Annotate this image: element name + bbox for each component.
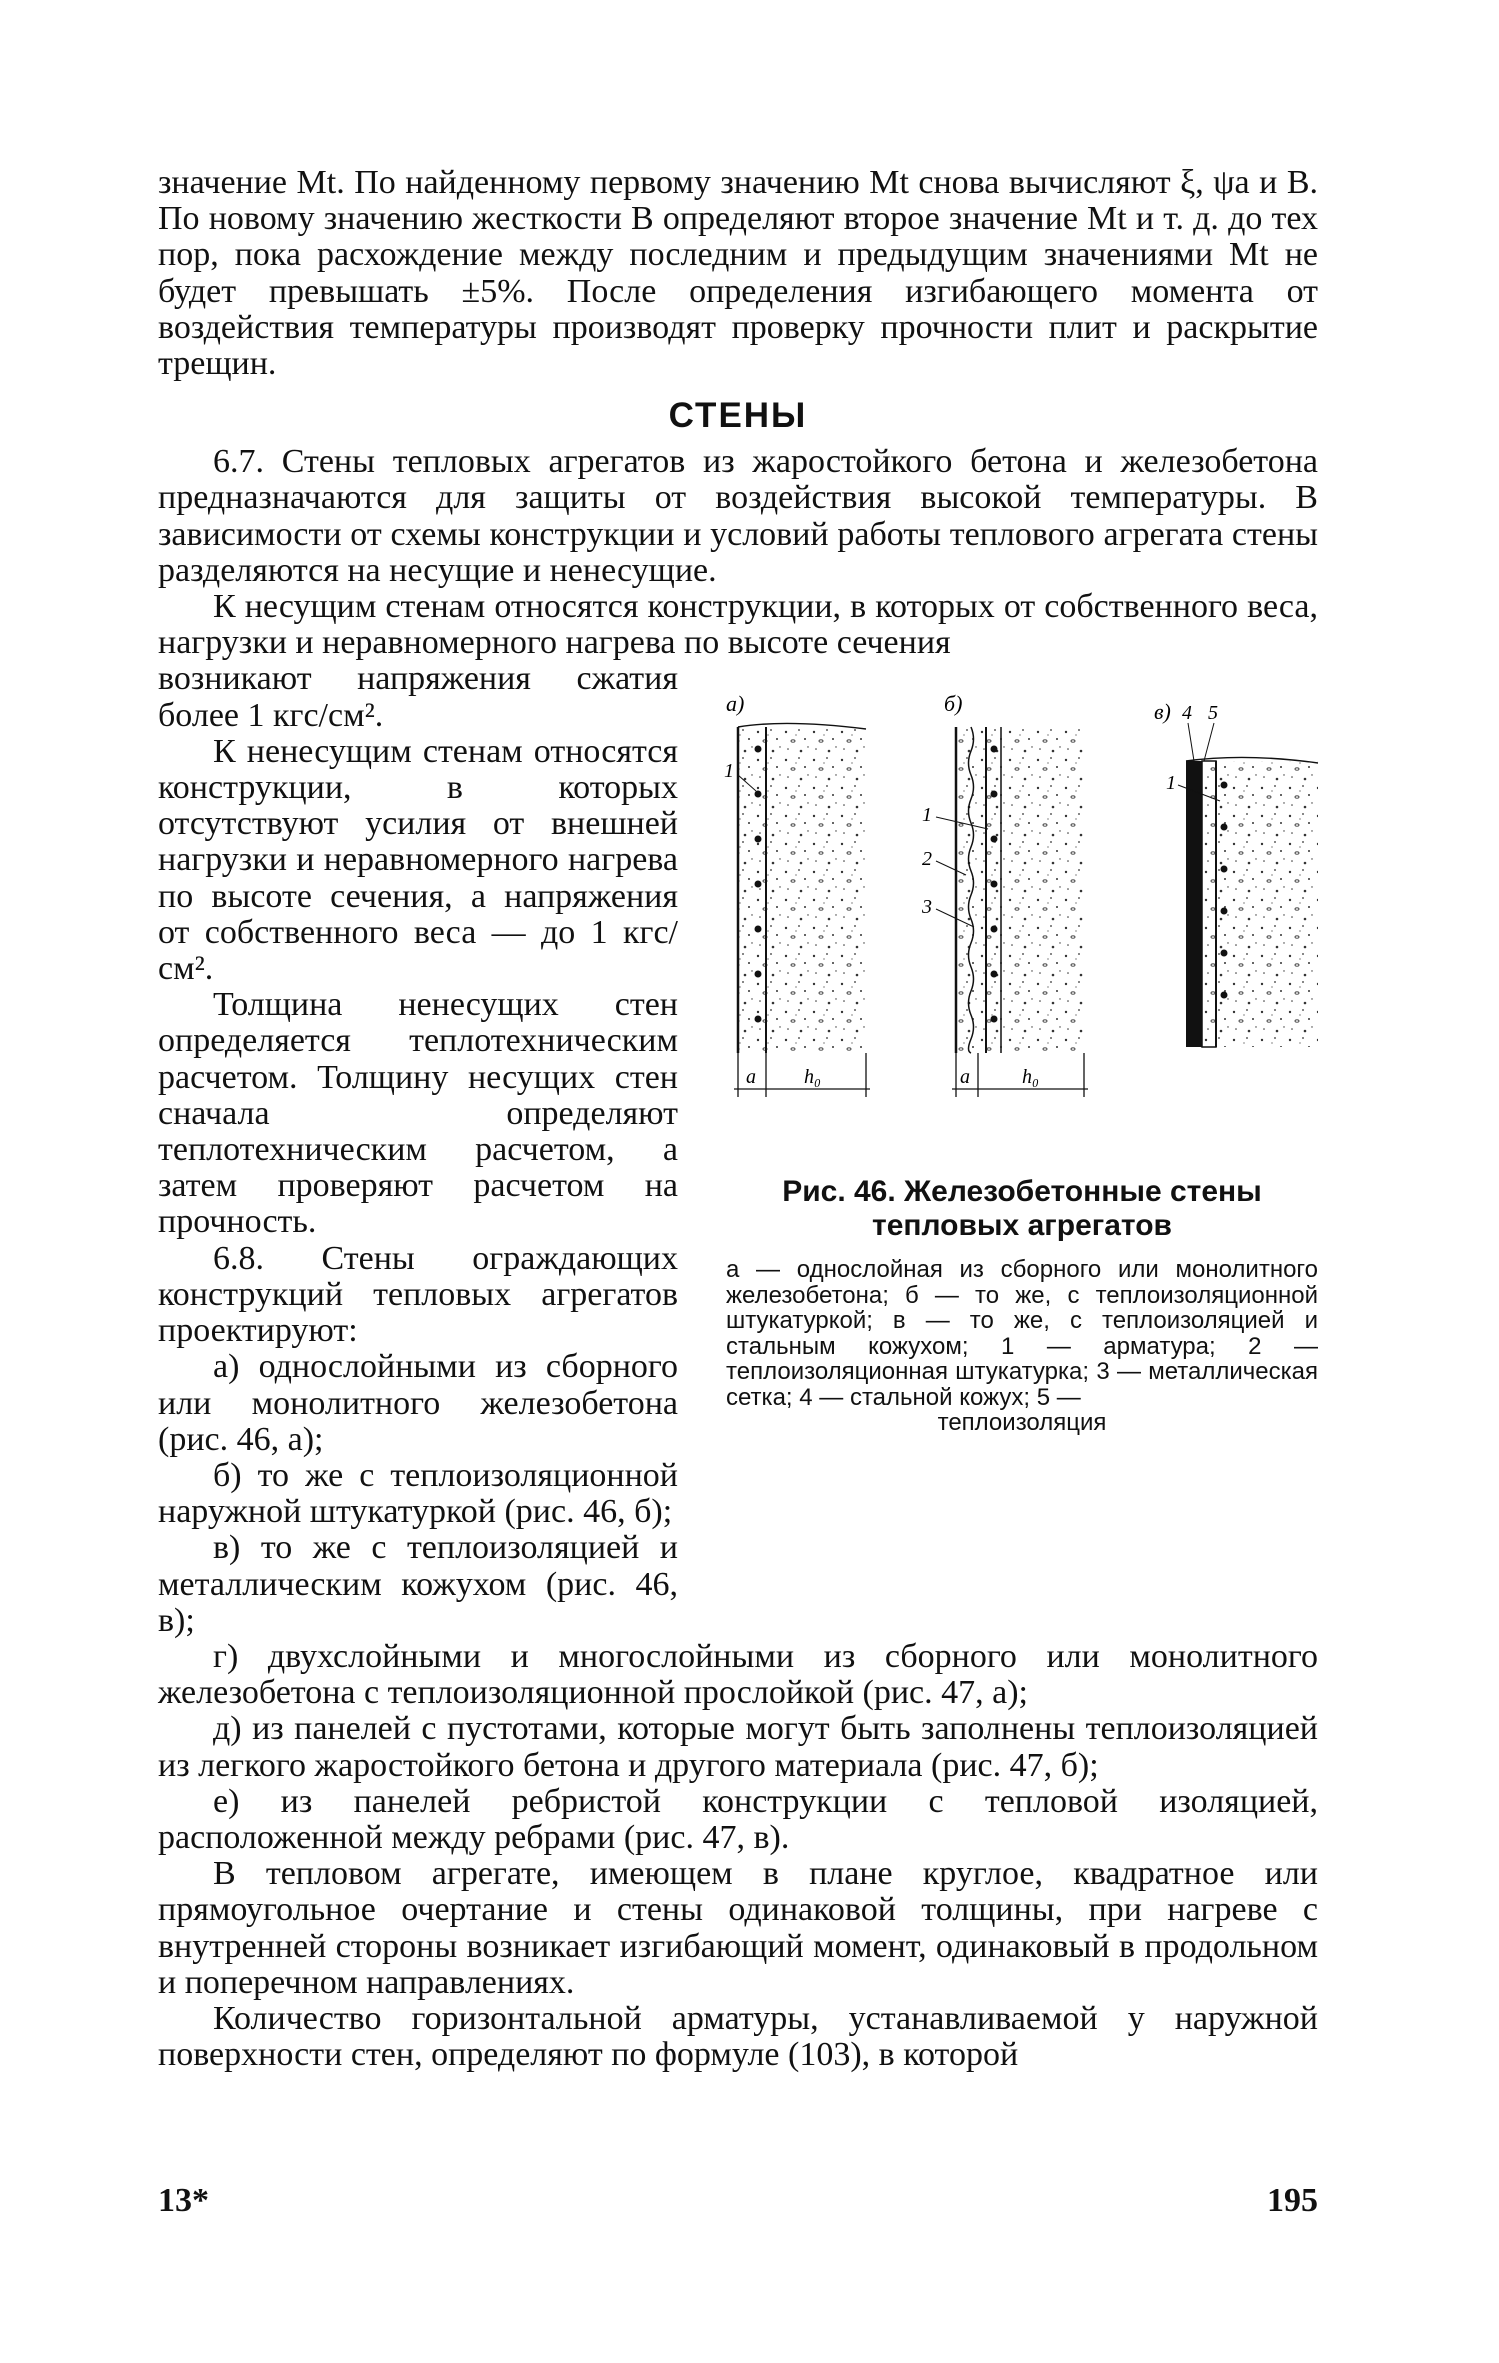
list-item-b: б) то же с теплоизоляционной наружной штукатуркой (рис. 46, б); (158, 1456, 678, 1531)
list-item-v: в) то же с теплоизоляцией и металлическим кожухом (рис. 46, в); (158, 1529, 678, 1639)
figure-title: Рис. 46. Железобетонные стены тепловых агрегатов (782, 1175, 1262, 1243)
part-label-1-a: 1 (724, 760, 734, 783)
paragraph-load-bearing: К несущим стенам относятся конструкции, в которых от собственного веса, нагрузки и неравномерного нагрева по высоте сечения (158, 588, 1318, 662)
wall-sections-drawing (724, 691, 1318, 1139)
dim-label-a-b: a (960, 1066, 970, 1089)
part-label-2-b: 2 (922, 848, 932, 871)
paragraph-6-7: 6.7. Стены тепловых агрегатов из жаростойкого бетона и железобетона предназначаются для защиты от воздействия высокой температуры. В зависимости от схемы конструкции и условий работы теплового агрегата стены разделяются на несущие и ненесущие. (158, 443, 1318, 589)
paragraph-bending-moment: В тепловом агрегате, имеющем в плане круглое, квадратное или прямоугольное очертание и стены одинаковой толщины, при нагреве с внутренней стороны возникает изгибающий момент, одинаковый в продольном и поперечном направлениях. (158, 1855, 1318, 2001)
panel-label-b: б) (944, 691, 963, 717)
section-title: СТЕНЫ (668, 396, 808, 436)
dim-label-h0-a: h₀ (804, 1066, 821, 1089)
paragraph-intro: значение Mt. По найденному первому значению Mt снова вычисляют ξ, ψa и B. По новому значению жесткости B определяют второе значение Mt и т. д. до тех пор, пока расхождение между последним и предыдущим значениями Mt не будет превышать ±5%. После определения изгибающего момента от воздействия температуры производят проверку прочности плит и раскрытие трещин. (158, 164, 1318, 383)
left-column (158, 661, 678, 1638)
paragraph-6-8: 6.8. Стены ограждающих конструкций тепловых агрегатов проектируют: (158, 1239, 678, 1350)
wall-panel-a (724, 691, 870, 1097)
wall-panel-b (921, 691, 1088, 1097)
part-label-5-v: 5 (1208, 702, 1218, 725)
wall-panel-v (1154, 699, 1318, 1047)
list-item-e: е) из панелей ребристой конструкции с тепловой изоляцией, расположенной между ребрами (рис. 47, в). (158, 1782, 1318, 1856)
dim-label-a-a: a (746, 1066, 756, 1089)
dim-label-h0-b: h₀ (1022, 1066, 1039, 1089)
figure-legend (726, 1257, 1318, 1436)
part-label-4-v: 4 (1182, 702, 1192, 725)
paragraph-thickness: Толщина ненесущих стен определяется теплотехническим расчетом. Толщину несущих стен сначала определяют теплотехническим расчетом, а затем проверяют расчетом на прочность. (158, 986, 678, 1241)
list-item-g: г) двухслойными и многослойными из сборного или монолитного железобетона с теплоизоляционной прослойкой (рис. 47, а); (158, 1637, 1318, 1712)
figure-46 (724, 691, 1318, 1437)
list-item-a: а) однослойными из сборного или монолитного железобетона (рис. 46, а); (158, 1348, 678, 1458)
page-footer (158, 2182, 1318, 2220)
part-label-1-b: 1 (922, 804, 932, 827)
part-label-3-b: 3 (922, 896, 932, 919)
figure-legend-last: теплоизоляция (937, 1409, 1107, 1437)
panel-label-v: в) (1154, 699, 1171, 725)
part-label-1-v: 1 (1166, 772, 1176, 795)
column-with-figure (158, 661, 1318, 1638)
page-number: 195 (1267, 2182, 1318, 2219)
sheet-signature: 13* (158, 2182, 209, 2219)
page-body (158, 165, 1318, 2073)
figure-legend-text: а — однослойная из сборного или монолитного железобетона; б — то же, с теплоизоляционной штукатуркой; в — то же, с теплоизоляцией и стальным кожухом; 1 — арматура; 2 — теплоизоляционная штукатурка; 3 — металлическая сетка; 4 — стальной кожух; 5 — (726, 1256, 1318, 1411)
paragraph-reinforcement: Количество горизонтальной арматуры, устанавливаемой у наружной поверхности стен, определяют по формуле (103), в которой (158, 1999, 1318, 2074)
paragraph-compression: возникают напряжения сжатия более 1 кгс/см². (158, 660, 678, 734)
panel-label-a: а) (726, 691, 745, 717)
list-item-d: д) из панелей с пустотами, которые могут быть заполнены теплоизоляцией из легкого жаростойкого бетона и другого материала (рис. 47, б); (158, 1710, 1318, 1784)
paragraph-non-load-bearing: К ненесущим стенам относятся конструкции, в которых отсутствуют усилия от внешней нагрузки и неравномерного нагрева по высоте сечения, а напряжения от собственного веса — до 1 кгс/см². (158, 732, 678, 988)
